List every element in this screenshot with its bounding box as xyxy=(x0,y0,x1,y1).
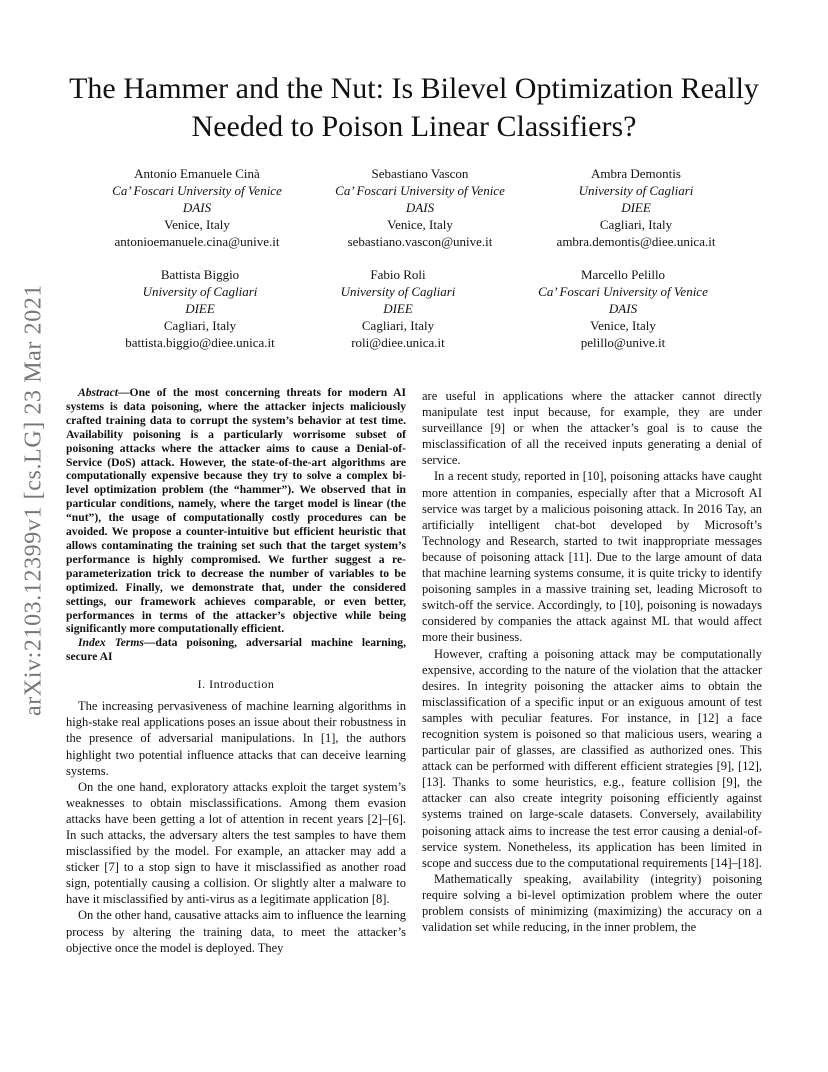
abstract-label: Abstract xyxy=(78,386,118,399)
right-column xyxy=(422,388,762,935)
author-email: battista.biggio@diee.unica.it xyxy=(125,335,275,350)
body-paragraph: The increasing pervasiveness of machine learning algorithms in high-stake real applications poses an issue about their robustness in the presence of adversarial manipulations. In [1], the authors highlight two potential influence attacks that can deceive learning systems. xyxy=(66,699,406,778)
author-location: Cagliari, Italy xyxy=(599,217,673,232)
body-paragraph: However, crafting a poisoning attack may be computationally expensive, according to the nature of the violation that the attacker desires. In integrity poisoning the attacker aims to obtain the misclassification of a specific input or an exiguous amount of test samples with peculiar features. For instance, in [12] a face recognition system is poisoned so that malicious users, wearing a particular pair of glasses, are classified as authorized ones. This attack can be performed with different efficient strategies [9], [12], [13]. Thanks to some heuristics, e.g., feature collision [9], the attacker can also create integrity poisoning efficiently against systems trained on large-scale datasets. Conversely, availability poisoning attack aims to increase the test error causing a denial-of-service system. Nonetheless, its application has been limited in scope and success due to the computational requirements [14]–[18]. xyxy=(422,646,762,870)
author-block xyxy=(85,266,315,351)
author-affiliation: University of Cagliari xyxy=(578,183,694,198)
author-affiliation: Ca’ Foscari University of Venice xyxy=(538,284,708,299)
author-location: Cagliari, Italy xyxy=(361,318,435,333)
author-email: pelillo@unive.it xyxy=(580,335,666,350)
abstract xyxy=(66,386,406,636)
body-paragraph: On the one hand, exploratory attacks exploit the target system’s weaknesses to obtain misclassifications. Among them evasion attacks have been getting a lot of attention in recent years [2]–[6]. In such attacks, the adversary alters the test samples to have them misclassified by the model. For example, an attacker may add a sticker [7] to a stop sign to have it misclassified as another road sign, potentially causing a collision. Or slightly alter a malware to have it misclassified by anti-virus as a legitimate application [8]. xyxy=(66,779,406,907)
body-paragraph: are useful in applications where the attacker cannot directly manipulate test input because, for example, they are under surveillance [9] or when the attacker’s goal is to cause the misclassification of all the received inputs generating a denial of service. xyxy=(422,389,762,468)
arxiv-identifier-text: arXiv:2103.12399v1 [cs.LG] 23 Mar 2021 xyxy=(20,283,47,717)
author-email: antonioemanuele.cina@unive.it xyxy=(114,234,280,249)
section-heading: I. Introduction xyxy=(197,677,275,692)
author-block xyxy=(508,266,738,351)
index-terms xyxy=(66,636,406,664)
author-department: DIEE xyxy=(621,200,651,215)
author-email: roli@diee.unica.it xyxy=(351,335,445,350)
author-block xyxy=(82,165,312,250)
body-paragraph: Mathematically speaking, availability (integrity) poisoning require solving a bi-level optimization problem where the outer problem consists of minimizing (maximizing) the accuracy on a validation set while reducing, in the inner problem, the xyxy=(422,871,762,935)
author-department: DAIS xyxy=(182,200,212,215)
author-affiliation: University of Cagliari xyxy=(340,284,456,299)
author-affiliation: Ca’ Foscari University of Venice xyxy=(335,183,505,198)
author-location: Cagliari, Italy xyxy=(163,318,237,333)
abstract-text: —One of the most concerning threats for modern AI systems is data poisoning, where the attacker injects maliciously crafted training data to corrupt the system’s behavior at test time. Availability poisoning is a particularly worrisome subset of poisoning attacks where the attacker aims to cause a Denial-of-Service (DoS) attack. However, the state-of-the-art algorithms are computationally expensive because they try to solve a complex bi-level optimization problem (the “hammer”). We observed that in particular conditions, namely, where the target model is linear (the “nut”), the usage of computationally costly procedures can be avoided. We propose a counter-intuitive but efficient heuristic that allows contaminating the training set such that the target system’s performance is highly compromised. We further suggest a re-parameterization trick to decrease the number of variables to be optimized. Finally, we demonstrate that, under the considered settings, our framework achieves comparable, or even better, performances in terms of the attacker’s objective while being significantly more computationally efficient. xyxy=(66,386,406,636)
author-department: DIEE xyxy=(383,301,413,316)
paper-title: The Hammer and the Nut: Is Bilevel Optimization Really Needed to Poison Linear Classifiers? xyxy=(69,72,759,143)
author-block xyxy=(283,266,513,351)
index-terms-text: —data poisoning, adversarial machine learning, secure AI xyxy=(66,636,406,664)
author-name: Antonio Emanuele Cinà xyxy=(134,166,260,181)
left-column xyxy=(66,386,406,956)
author-email: ambra.demontis@diee.unica.it xyxy=(556,234,716,249)
author-name: Fabio Roli xyxy=(370,267,426,282)
author-affiliation: Ca’ Foscari University of Venice xyxy=(112,183,282,198)
index-terms-label: Index Terms xyxy=(78,636,144,650)
author-name: Marcello Pelillo xyxy=(580,267,666,282)
author-location: Venice, Italy xyxy=(387,217,453,232)
author-block xyxy=(521,165,751,250)
author-email: sebastiano.vascon@unive.it xyxy=(347,234,493,249)
arxiv-identifier-stamp xyxy=(14,230,54,770)
author-name: Sebastiano Vascon xyxy=(371,166,469,181)
author-department: DIEE xyxy=(185,301,215,316)
author-block xyxy=(305,165,535,250)
author-department: DAIS xyxy=(405,200,435,215)
author-location: Venice, Italy xyxy=(590,318,656,333)
body-paragraph: On the other hand, causative attacks aim to influence the learning process by altering the training data, to meet the attacker’s objective once the model is deployed. They xyxy=(66,908,406,955)
author-location: Venice, Italy xyxy=(164,217,230,232)
author-affiliation: University of Cagliari xyxy=(142,284,258,299)
author-name: Battista Biggio xyxy=(160,267,240,282)
author-department: DAIS xyxy=(608,301,638,316)
author-name: Ambra Demontis xyxy=(591,166,681,181)
body-paragraph: In a recent study, reported in [10], poisoning attacks have caught more attention in companies, especially after that a Microsoft AI service was target by a malicious poisoning attack. In 2016 Tay, an artificially intelligent chat-bot developed by Microsoft’s Technology and Research, started to twit inappropriate messages because of poisoning attack [11]. Due to the large amount of data that machine learning systems consume, it is quite tricky to identify poisoning samples in a massive training set, leading Microsoft to switch-off the service. Accordingly, to [10], poisoning is nowadays considered by companies the attack against ML that would affect more their business. xyxy=(422,469,762,645)
